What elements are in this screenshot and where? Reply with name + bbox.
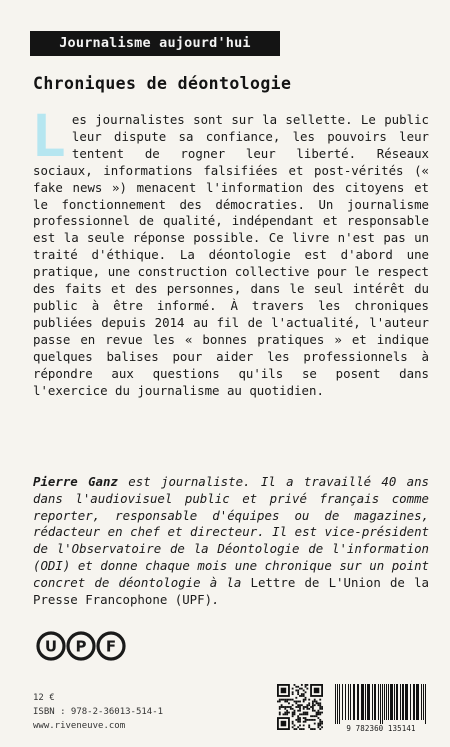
upf-logo (36, 630, 126, 662)
drop-cap: L (31, 102, 66, 170)
logo-letter-f: F (105, 637, 117, 656)
book-title: Chroniques de déontologie (33, 74, 292, 93)
author-name: Pierre Ganz (33, 474, 118, 489)
logo-letter-u: U (44, 637, 58, 656)
website: www.riveneuve.com (33, 721, 126, 731)
bio-end: . (212, 591, 220, 607)
price: 12 € (33, 693, 55, 703)
series-banner: Journalisme aujourd'hui (30, 31, 280, 56)
qr-code-icon (277, 684, 323, 730)
bio-text: est journaliste. Il a travaillé 40 ans dans l'audiovisuel public et privé français comme reporter, responsable d'équipes ou de magazines, rédacteur en chef et directeur. Il est vice-président de l'Observatoire de la Déontologie de l'information (ODI) et donne chaque mois une chronique sur un point concret de déontologie à la (33, 474, 429, 590)
isbn: ISBN : 978-2-36013-514-1 (33, 707, 164, 717)
logo-letter-p: P (75, 637, 87, 656)
author-bio (33, 474, 429, 608)
publication-name: Lettre de L'Union de la Presse Francophone (UPF) (33, 574, 430, 607)
book-description (31, 102, 429, 399)
barcode-icon (333, 684, 429, 724)
barcode-digits: 9 782360 135141 (346, 724, 416, 733)
description-text: es journalistes sont sur la sellette. Le public leur dispute sa confiance, les pouvoirs leur tentent de rogner leur liberté. Réseaux sociaux, informations falsifiées et post-vérités (« fake news ») menacent l'information des citoyens et le fonctionnement des démocraties. Un journalisme professionnel de qualité, indépendant et responsable est la seule réponse possible. Ce livre n'est pas un traité d'éthique. La déontologie est d'abord une pratique, une construction collective pour le respect des faits et des personnes, dans le seul intérêt du public à être informé. À travers les chroniques publiées depuis 2014 au fil de l'actualité, l'auteur passe en revue les « bonnes pratiques » et indique quelques balises pour aider les professionnels à répondre aux questions qu'ils se posent dans l'exercice du journalisme au quotidien. (33, 112, 429, 398)
